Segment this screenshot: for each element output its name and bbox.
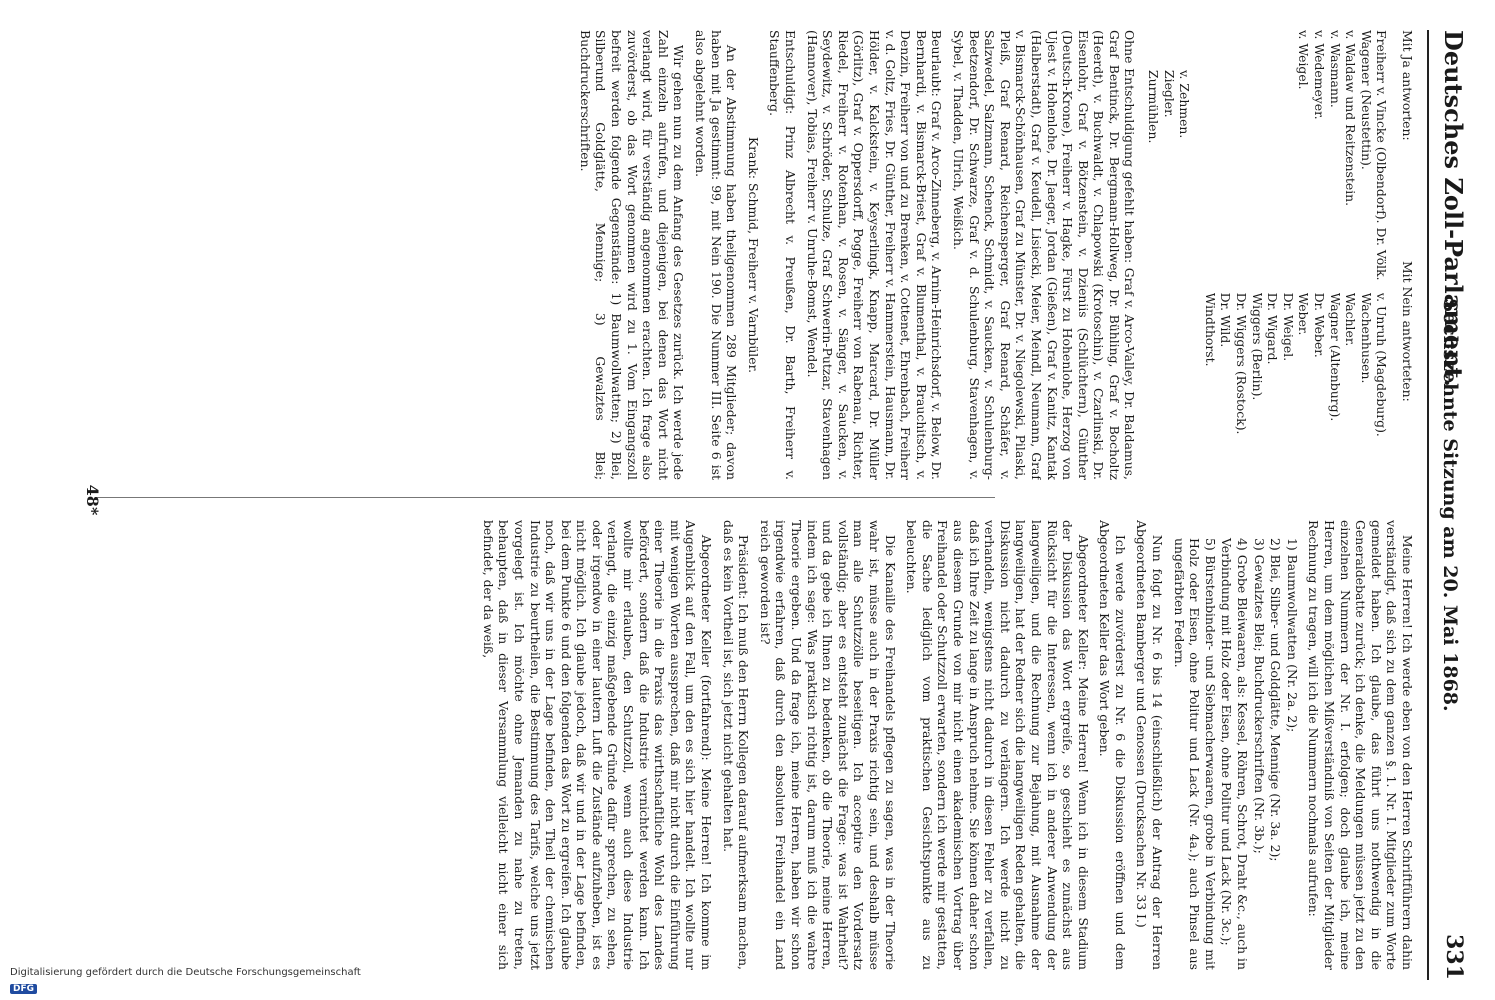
right-column	[95, 520, 1415, 970]
name-list-2	[1202, 293, 1389, 480]
abstimmung-paragraph: An der Abstimmung haben theilgenommen 289 Mitglieder; davon haben mit Ja gestimmt: 99, mit Nein 190. Die Nummer III. Seite 6 ist also abgelehnt worden.	[693, 30, 740, 480]
page-header	[1427, 30, 1469, 980]
list-item: Wagner (Altenburg).	[1327, 292, 1343, 422]
list-item: Wiggers (Berlin).	[1249, 292, 1265, 401]
tariff-item: 2) Blei, Silber- und Goldglätte, Mennige (Nr. 3a. 2);	[1268, 538, 1284, 862]
list-item: v. Wasmann.	[1327, 30, 1343, 108]
header-session: Sechszehnte Sitzung am 20. Mai 1868.	[1439, 298, 1461, 712]
list-item: Wachler.	[1343, 292, 1359, 347]
list-item: Wachenhusen.	[1358, 292, 1374, 384]
tariff-items-list	[1171, 520, 1300, 970]
list-item: Dr. Wild.	[1218, 292, 1234, 348]
name-list-1	[1202, 30, 1389, 281]
list-item: Ziegler.	[1161, 70, 1177, 118]
name-list-3	[1146, 30, 1193, 480]
keller-speech-1: Abgeordneter Keller: Meine Herren! Wenn ich in diesem Stadium der Diskussion das Wort ergreife, so geschieht es zunächst aus Rücksicht für die Interessen, wenn ich in anderer Anwendung der langweiligen, und die Rechnung zur Bejahung, mit Ausnahme der langweiligen, hat der Redner sich die langweiligen Reden gehalten, die Diskussion nicht dadurch zu verlängern. Ich werde nicht zu verhandeln, wenigstens nicht dadurch in diesen Fehler zu verfallen, daß ich Ihre Zeit zu lange in Anspruch nehme. Sie können daher schon aus diesem Grunde von mir nicht einen akademischen Vortrag über Freihandel oder Schutzzoll erwarten, sondern ich werde mir gestatten, die Sache lediglich vom praktischen Gesichtspunkte aus zu beleuchten.	[904, 520, 1091, 970]
column-divider	[95, 497, 995, 498]
list-item: Weber.	[1296, 292, 1312, 336]
list-item: v. Weigel.	[1296, 30, 1312, 90]
keller-speech-3: Abgeordneter Keller (fortfahrend): Meine Herren! Ich komme im Augenblick auf den Fall, um den es sich hier handelt. Ich wollte nur mit wenigen Worten aussprechen, daß mir nicht durch die Einführung einer Theorie in die Praxis das wirthschaftliche Wohl des Landes befördert, sondern daß die Industrie vernichtet werden kann. Ich wollte mir erlauben, den Schutzzoll, wenn auch diese Industrie verlangt, die einzig maßgebende Gründe dafür sprechen, zu sehen, oder irgendwo in einer lautern Luft die Zustände aufzuheben, ist es nicht möglich. Ich glaube jedoch, daß wir und in der Lage befinden, bei dem Punkte 6 und den folgenden das Wort zu ergreifen. Ich glaube noch, daß wir uns in der Lage befinden, den Theil der chemischen Industrie zu beurtheilen, die Bestimmung des Tarifs, welche uns jetzt vorgelegt ist. Ich möchte ohne Jemanden zu nahe zu treten, behaupten, daß in dieser Versammlung vielleicht nicht einer sich befindet, der da weiß,	[480, 520, 715, 970]
tariff-item: 4) Grobe Bleiwaaren, als: Kessel, Röhren, Schrot, Draht &c., auch in Verbindung mit Holz oder Eisen, ohne Politur und Lack (Nr. 3c.);	[1219, 538, 1251, 970]
tariff-item: 3) Gewalztes Blei; Buchdruckerschriften (Nr. 3b.);	[1251, 538, 1267, 854]
entschuldigt-paragraph: Entschuldigt: Prinz Albrecht v. Preußen, Dr. Barth, Freiherr v. Stauffenberg.	[767, 30, 799, 480]
right-paragraph-1: Meine Herren! Ich werde eben von den Herren Schriftführern dahin verständigt, daß sich zu dem ganzen §. 1. Nr. I. Mitglieder zum Worte gemeldet haben. Ich glaube, das führt uns nothwendig in die Generaldebatte zurück; ich denke, die Meldungen müssen jetzt zu den einzelnen Nummern der Nr. I. erfolgen; doch glaube ich, meine Herren, um dem möglichen Mißverständniß von Seiten der Mitglieder Rechnung zu tragen, will ich die Nummern nochmals aufrufen:	[1306, 520, 1415, 970]
krank-paragraph: Krank: Schmid, Freiherr v. Varnbüler.	[745, 136, 761, 374]
list-item: v. Unruh (Magdeburg).	[1374, 292, 1390, 437]
tariff-item: 5) Bürstenbinder- und Siebmacherwaaren, grobe in Verbindung mit Holz oder Eisen, ohne Politur und Lack (Nr. 4a.); auch Pinsel aus ungefärbten Federn.	[1171, 538, 1218, 970]
list-item: Dr. Wigard.	[1265, 292, 1281, 365]
procedure-paragraph: Wir gehen nun zu dem Anfang des Gesetzes zurück. Ich werde jede Zahl einzeln aufrufen, und diejenigen, bei denen das Wort nicht verlangt wird, für verständig angenommen erachten. Ich frage also zuvörderst, ob das Wort genommen wird zu 1. Vom Eingangszoll befreit werden folgende Gegenstände: 1) Baumwollwatten; 2) Blei, Silberund Goldglätte, Mennige; 3) Gewalztes Blei; Buchdruckerschriften.	[577, 30, 687, 480]
left-column	[95, 30, 1415, 480]
right-paragraph-2: Nun folgt zu Nr. 6 bis 14 (einschließlich) der Antrag der Herren Abgeordneten Bamberger und Genossen (Drucksachen Nr. 33 I.)	[1134, 520, 1166, 970]
list-item: Dr. Weber.	[1312, 292, 1328, 358]
list-item: Dr. Weigel.	[1280, 292, 1296, 362]
list-item: v. Wedemeyer.	[1312, 30, 1328, 120]
nein-heading: Mit Nein antworteten:	[1400, 261, 1415, 402]
list-item: Dr. Wiggers (Rostock).	[1234, 292, 1250, 435]
header-page-number: 331	[1441, 934, 1467, 980]
keller-speech-2: Die Kanaille des Freihandels pflegen zu sagen, was in der Theorie wahr ist, müsse auch in der Praxis richtig sein, und deshalb müsse man alle Schutzzölle beseitigen. Ich acceptire den Vordersatz vollständig; aber es entsteht zunächst die Frage: was ist Wahrheit? und da gebe ich Ihnen zu bedenken, ob die Theorie, meine Herren, indem ich sage: Was praktisch richtig ist, darum muß ich die wahre Theorie ergeben. Und da frage ich, meine Herren, haben wir schon irgendwie erfahren, daß durch den absoluten Freihandel ein Land reich geworden ist?	[757, 520, 898, 970]
list-item: Freiherr v. Vincke (Olbendorf). Dr. Völk.	[1374, 30, 1390, 281]
tariff-item: 1) Baumwollwatten (Nr. 2a. 2);	[1284, 538, 1300, 733]
list-item: Wagener (Neustettin).	[1358, 30, 1374, 170]
right-paragraph-3: Ich werde zuvörderst zu Nr. 6 die Diskussion eröffnen und dem Abgeordneten Keller das Wort geben.	[1097, 520, 1128, 970]
header-title: Deutsches Zoll-Parlament.	[1439, 30, 1468, 387]
dfg-logo: DFG	[10, 984, 37, 994]
list-item: v. Zehmen.	[1177, 70, 1193, 139]
president-remark: Präsident: Ich muß den Herrn Kollegen darauf aufmerksam machen, daß es kein Vortheil ist, sich jetzt nicht gehalten hat.	[720, 520, 752, 970]
list-item: Windthorst.	[1202, 292, 1218, 367]
beurlaubt-paragraph: Beurlaubt: Graf v. Arco-Zinneberg, v. Arnim-Heinrichsdorf, v. Below, Dr. Bernhardi, v. Bismarck-Briest, Graf v. Blumenthal, v. Brauchitsch, v. Denzin, Freiherr von und zu Brenken, v. Cottenet, Ehrenbach, Freiherr v. d. Goltz, Fries, Dr. Günther, Freiherr v. Hammerstein, Hausmann, Dr. Hölder, v. Kalckstein, v. Keyserlingk, Knapp, Marcard, Dr. Müller (Görlitz), Graf v. Oppersdorff, Pogge, Freiherr von Rabenau, Richter, Riedel, Freiherr v. Rotenhan, v. Rosen, v. Sänger, v. Saucken, v. Seydewitz, v. Schröder, Schulze, Graf Schwerin-Putzar, Stavenhagen (Hannover), Tobias, Freiherr v. Unruhe-Bomst, Wendel.	[804, 30, 945, 480]
ja-heading: Mit Ja antworten:	[1400, 30, 1415, 141]
vote-headings	[1399, 30, 1415, 480]
list-item: Zurmühlen.	[1146, 70, 1162, 144]
digitization-credit: Digitalisierung gefördert durch die Deutsche Forschungsgemeinschaft	[10, 967, 361, 978]
vote-lists	[1202, 30, 1389, 480]
unentschuldigt-paragraph: Ohne Entschuldigung gefehlt haben: Graf v. Arco-Valley, Dr. Baldamus, Graf Bentinck, Dr. Bergmann-Hollweg, Dr. Bühling, Graf v. Bocholtz (Heerdt), v. Buchwaldt, v. Chlapowski (Krotoschin), v. Czarlinski, Dr. Eisenlohr, Graf v. Bötzenstein, v. Dzieniis (Schlüchtern), Günther (Deutsch-Krone), Freiherr v. Hagke, Fürst zu Hohenlohe, Herzog von Ujest v. Hohenlohe, Dr. Jaeger, Jordan (Gießen), Graf v. Kanitz, Kantak (Halberstadt), Graf v. Keudell, Lisiecki, Meier, Meindl, Neumann, Graf v. Bismarck-Schönhausen, Graf zu Münster, Dr. v. Niegolewski, Pilaski, Pleiß, Graf Renard, Reichensperger, Graf Renard, Schäfer, v. Salzwedel, Salzmann, Schenck, Schmidt, v. Saucken, v. Schulenburg-Beetzendorf, Dr. Schwarze, Graf v. d. Schulenburg, Stavenhagen, v. Sybel, v. Thadden, Ulrich, Weißich.	[950, 30, 1138, 480]
footer-page-number: 48*	[83, 484, 102, 516]
list-item: v. Waldaw und Reitzenstein.	[1343, 30, 1359, 207]
